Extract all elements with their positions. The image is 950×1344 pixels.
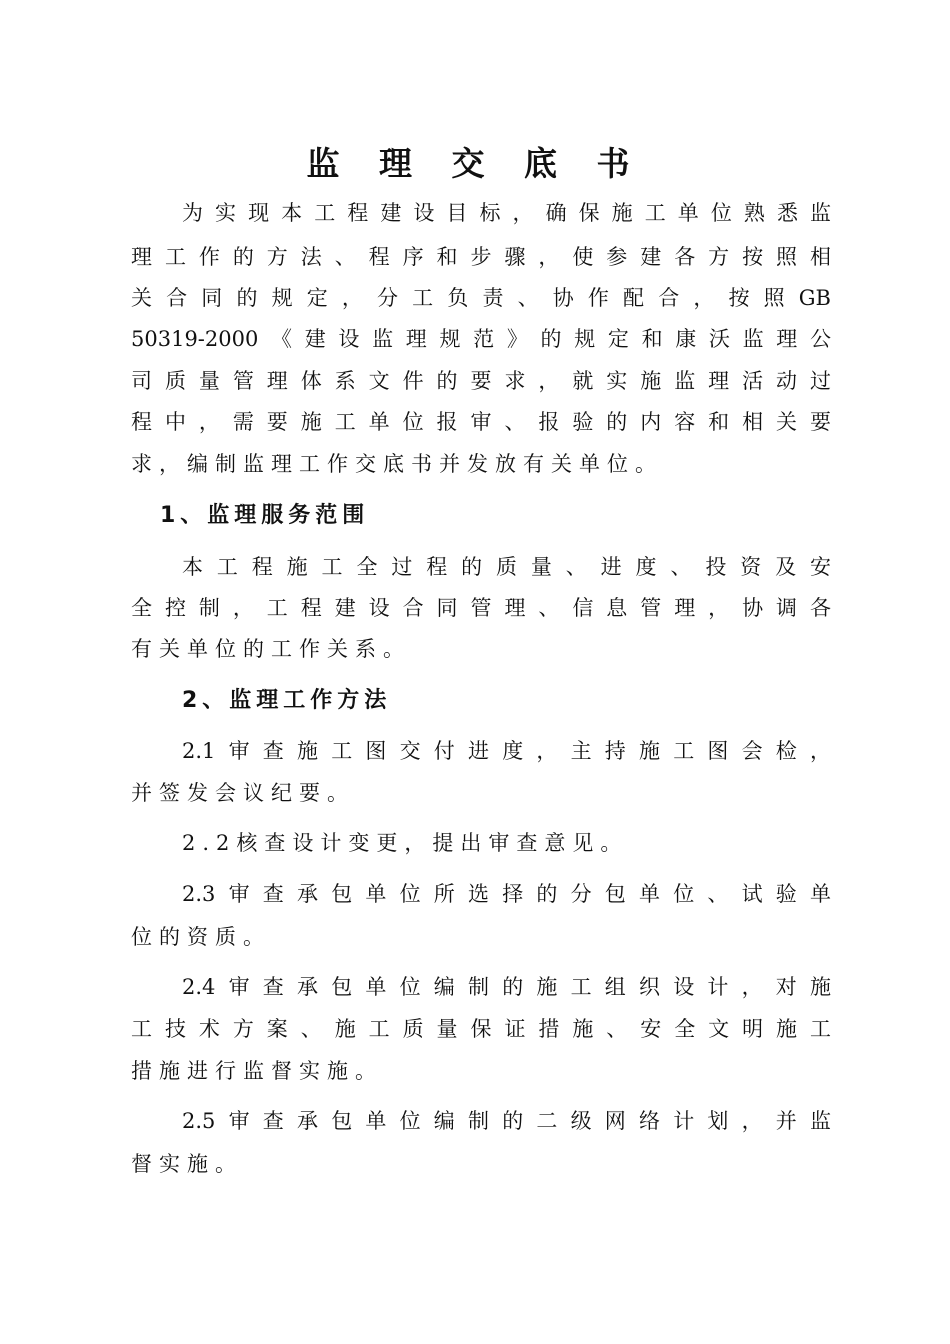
section2-item-line: 2.5审查承包单位编制的二级网络计划，并监 xyxy=(182,1109,831,1133)
section2-item-line: 2.2核查设计变更，提出审查意见。 xyxy=(182,831,629,855)
section1-line: 有关单位的工作关系。 xyxy=(131,637,411,661)
section2-item-line: 并签发会议纪要。 xyxy=(131,781,355,805)
intro-line: 关合同的规定，分工负责、协作配合，按照GB xyxy=(131,286,831,310)
section2-item-line: 位的资质。 xyxy=(131,925,271,949)
section2-item-line: 2.1审查施工图交付进度，主持施工图会检， xyxy=(182,739,831,763)
section2-item-line: 督实施。 xyxy=(131,1152,243,1176)
section2-item-line: 2.3审查承包单位所选择的分包单位、试验单 xyxy=(182,882,831,906)
section1-line: 本工程施工全过程的质量、进度、投资及安 xyxy=(182,555,831,579)
section2-item-line: 措施进行监督实施。 xyxy=(131,1059,383,1083)
intro-line: 50319-2000《建设监理规范》的规定和康沃监理公 xyxy=(131,327,831,351)
section1-line: 全控制，工程建设合同管理、信息管理，协调各 xyxy=(131,596,831,620)
intro-line: 为实现本工程建设目标，确保施工单位熟悉监 xyxy=(182,201,831,225)
section-heading-2: 2、监理工作方法 xyxy=(182,688,392,713)
intro-line: 司质量管理体系文件的要求，就实施监理活动过 xyxy=(131,369,831,393)
section2-item-line: 2.4审查承包单位编制的施工组织设计，对施 xyxy=(182,975,831,999)
document-title: 监 理 交 底 书 xyxy=(306,144,644,183)
intro-line: 程中，需要施工单位报审、报验的内容和相关要 xyxy=(131,410,831,434)
section2-item-line: 工技术方案、施工质量保证措施、安全文明施工 xyxy=(131,1017,831,1041)
intro-line: 求，编制监理工作交底书并发放有关单位。 xyxy=(131,452,663,476)
intro-line: 理工作的方法、程序和步骤，使参建各方按照相 xyxy=(131,245,831,269)
section-heading-1: 1、监理服务范围 xyxy=(160,503,370,528)
